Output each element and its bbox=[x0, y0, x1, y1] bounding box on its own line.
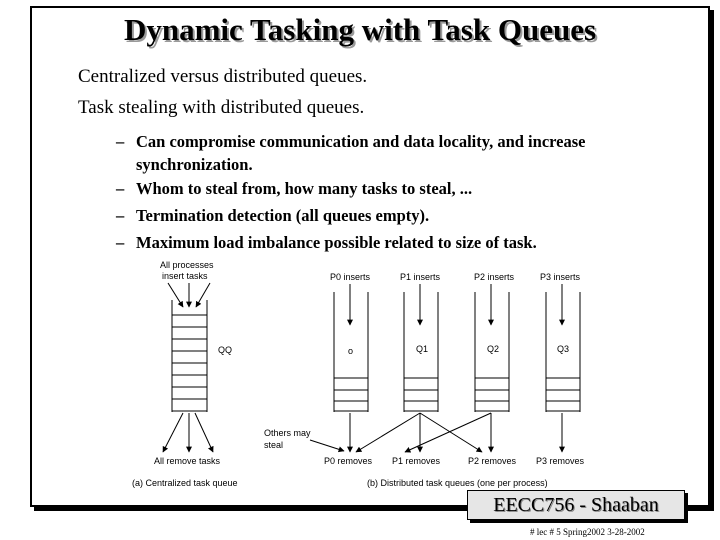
bullet-text: Can compromise communication and data locality, and increase synchronization. bbox=[136, 132, 586, 174]
central-remove-label: All remove tasks bbox=[154, 456, 221, 466]
steal-label-line1: Others may bbox=[264, 428, 311, 438]
remove-label-p1: P1 removes bbox=[392, 456, 441, 466]
paragraph-task-stealing: Task stealing with distributed queues. bbox=[78, 97, 365, 118]
queue-label-q2: Q2 bbox=[487, 344, 500, 354]
bullet-dash: – bbox=[116, 179, 125, 198]
central-remove-arrows bbox=[163, 413, 213, 452]
central-insert-label-line1: All processes bbox=[160, 260, 214, 270]
central-insert-label-line2: insert tasks bbox=[162, 271, 208, 281]
central-queue-label: QQ bbox=[218, 345, 233, 355]
insert-label-p1: P1 inserts bbox=[400, 272, 441, 282]
central-caption: (a) Centralized task queue bbox=[132, 478, 238, 488]
queue-label-q0: o bbox=[348, 346, 354, 356]
steal-label-line2: steal bbox=[264, 440, 284, 450]
central-insert-arrows bbox=[168, 283, 210, 307]
remove-label-p3: P3 removes bbox=[536, 456, 585, 466]
remove-label-p0: P0 removes bbox=[324, 456, 373, 466]
remove-label-p2: P2 removes bbox=[468, 456, 517, 466]
queue-label-q1: Q1 bbox=[416, 344, 429, 354]
bullet-dash: – bbox=[116, 132, 125, 151]
bullet-dash: – bbox=[116, 206, 125, 225]
bullet-text: Whom to steal from, how many tasks to steal, ... bbox=[136, 179, 473, 198]
course-badge-label: EECC756 - Shaaban bbox=[493, 494, 659, 516]
remove-arrows bbox=[350, 413, 562, 452]
bullet-dash: – bbox=[116, 233, 125, 252]
insert-arrows bbox=[350, 284, 562, 325]
bullet-text: Termination detection (all queues empty). bbox=[136, 206, 430, 225]
queue-label-q3: Q3 bbox=[557, 344, 570, 354]
insert-label-p0: P0 inserts bbox=[330, 272, 371, 282]
course-badge bbox=[467, 490, 685, 520]
insert-label-p2: P2 inserts bbox=[474, 272, 515, 282]
paragraph-centralized: Centralized versus distributed queues. bbox=[78, 66, 368, 87]
insert-label-p3: P3 inserts bbox=[540, 272, 581, 282]
bullet-text: Maximum load imbalance possible related to size of task. bbox=[136, 233, 537, 252]
slide-title: Dynamic Tasking with Task Queues bbox=[123, 12, 597, 47]
slide-footer: # lec # 5 Spring2002 3-28-2002 bbox=[530, 527, 645, 537]
distributed-caption: (b) Distributed task queues (one per process) bbox=[367, 478, 548, 488]
central-queue bbox=[172, 300, 207, 412]
steal-arrows bbox=[310, 413, 491, 452]
